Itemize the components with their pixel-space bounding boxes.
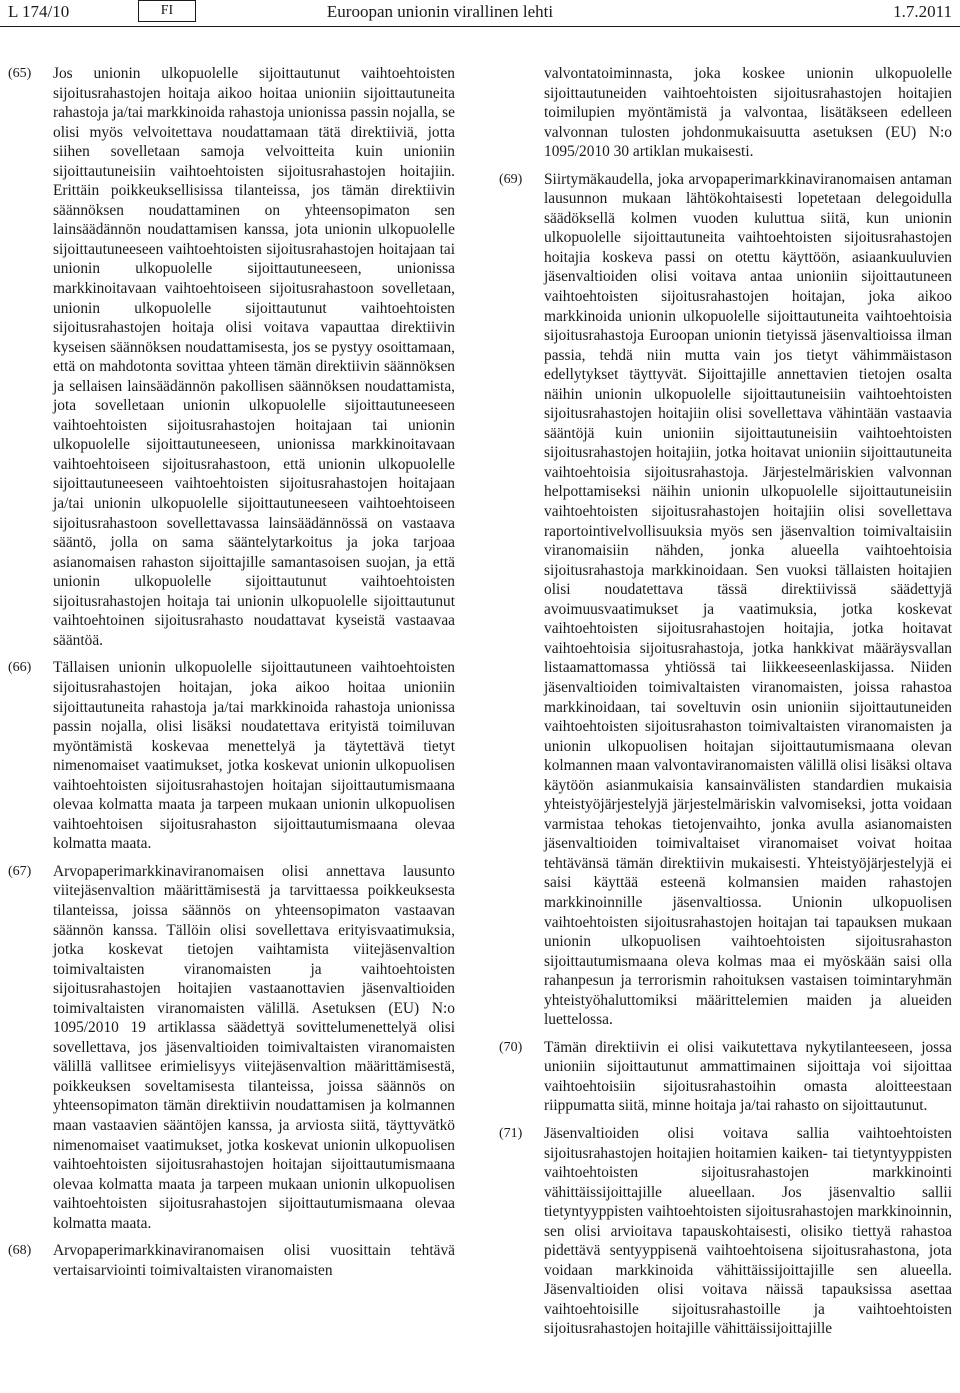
page-reference: L 174/10 xyxy=(8,2,70,21)
recital-70 xyxy=(499,1038,952,1116)
recital-number: (70) xyxy=(499,1039,523,1055)
recital-text: Tällaisen unionin ulkopuolelle sijoittautuneen vaihtoehtoisten sijoitusrahastojen hoitajan, joka aikoo hoitaa unioniin sijoittautuneita rahastoja ja/tai markkinoida rahastoja unionissa passin nojalla, olisi lisäksi noudatettava erityistä toimiluvan myöntämistä koskevaa menettelyä ja täytettävä tietyt nimenomaiset vaatimukset, jotka koskevat unionin ulkopuolisen vaihtoehtoisten sijoitusrahastojen hoitajan sijoittautumismaana olevaa kolmatta maata ja tarpeen mukaan unionin ulkopuolisen vaihtoehtoisen sijoitusrahaston sijoittautumismaana olevaa kolmatta maata. xyxy=(53,659,455,853)
recital-65 xyxy=(8,64,455,650)
publication-date: 1.7.2011 xyxy=(893,2,952,21)
journal-title-wrapper xyxy=(8,1,952,23)
recital-number: (69) xyxy=(499,171,523,187)
recital-text: Tämän direktiivin ei olisi vaikutettava nykytilanteeseen, jossa unioniin sijoittautunut ammattimainen sijoittaja voi sijoittaa vaihtoehtoisiin sijoitusrahastoihin omasta aloitteestaan riippumatta siitä, minne hoitaja ja/tai rahasto on sijoittautunut. xyxy=(544,1038,952,1115)
recital-text: valvontatoiminnasta, joka koskee unionin ulkopuolelle sijoittautuneiden vaihtoehtoisten sijoitusrahastojen hoitajien toimilupien myöntämistä ja valvontaa, lisätäkseen edelleen valvonnan tulosten johdonmukaisuutta asetuksen (EU) N:o 1095/2010 30 artiklan mukaisesti. xyxy=(544,65,952,161)
recital-text: Jos unionin ulkopuolelle sijoittautunut vaihtoehtoisten sijoitusrahastojen hoitaja aikoo hoitaa unioniin sijoittautuneita rahastoja ja/tai markkinoida rahastoja unionissa passin nojalla, se olisi myös velvoitettava noudattamaan tätä direktiiviä, jotta siihen sovelletaan samoja velvoitteita kuin unioniin sijoittautuneisiin vaihtoehtoisten sijoitusrahastojen hoitajiin. Erittäin poikkeuksellisissa tilanteissa, jos tämän direktiivin säännöksen noudattaminen on yhteensopimaton sen lainsäädännön noudattamisen kanssa, jota unionin ulkopuolelle sijoittautuneeseen vaihtoehtoisten sijoitusrahastojen hoitajaan tai unionin ulkopuolelle sijoittautuneeseen, unionissa markkinoitavaan vaihtoehtoiseen sijoitusrahastoon sovelletaan, unionin ulkopuolelle sijoittautunut vaihtoehtoisten sijoitusrahastojen hoitaja olisi voitava vapauttaa direktiivin kyseisen säännöksen noudattamisesta, jos se pystyy osoittamaan, että on mahdotonta sovittaa yhteen tämän direktiivin säännöksen ja sellaisen lainsäädännön pakollisen säännöksen noudattamista, jota sovelletaan unionin ulkopuolelle sijoittautuneeseen vaihtoehtoisten sijoitusrahastojen hoitajaan tai unionin ulkopuolelle sijoittautuneeseen, unionissa markkinoitavaan vaihtoehtoiseen sijoitusrahastoon, että unionin ulkopuolelle sijoittautuneeseen vaihtoehtoisten sijoitusrahastojen hoitajaan ja/tai unionin ulkopuolelle sijoittautuneeseen vaihtoehtoiseen sijoitusrahastoon sovellettavassa lainsäädännössä on vastaava sääntö, jolla on sama sääntelytarkoitus ja joka tarjoaa asianomaisen rahaston sijoittajille samantasoisen suojan, ja että unionin ulkopuolelle sijoittautunut vaihtoehtoisten sijoitusrahastojen hoitaja tai unionin ulkopuolelle sijoittautunut vaihtoehtoinen sijoitusrahasto noudattavat kyseistä vastaavaa sääntöä. xyxy=(53,65,455,649)
recital-number: (68) xyxy=(8,1243,32,1259)
recital-68 xyxy=(8,1241,455,1280)
right-column xyxy=(499,64,952,1347)
recital-71 xyxy=(499,1124,952,1339)
recital-number: (71) xyxy=(499,1125,523,1141)
recital-66 xyxy=(8,658,455,853)
page-header xyxy=(8,0,952,26)
recital-text: Arvopaperimarkkinaviranomaisen olisi annettava lausunto viitejäsenvaltion määrittämisestä ja tarvittaessa poikkeuksesta tilanteissa, joissa säännös on yhteensopimaton vastaavan säännön kanssa. Tällöin olisi sovellettava erityisvaatimuksia, jotka koskevat tietojen vaihtamista viitejäsenvaltion toimivaltaisten viranomaisten ja vaihtoehtoisten sijoitusrahastojen hoitajien vastaanottavien jäsenvaltioiden toimivaltaisten viranomaisten välillä. Asetuksen (EU) N:o 1095/2010 19 artiklassa säädettyä sovittelumenettelyä olisi sovellettava, jos jäsenvaltioiden toimivaltaisten viranomaisten välillä vallitsee erimielisyys viitejäsenvaltion määrittämisestä, poikkeuksen soveltamisesta tilanteissa, joissa säännös on yhteensopimaton tämän direktiivin noudattamisen ja kolmannen maan vastaavien sääntöjen kanssa, ja arviosta siitä, täyttyvätkö nimenomaiset vaatimukset, jotka koskevat unionin ulkopuolisen vaihtoehtoisten sijoitusrahastojen hoitajan sijoittautumismaana olevaa kolmatta maata ja tarpeen mukaan unionin ulkopuolisen vaihtoehtoisten sijoitusrahastojen sijoittautumismaana olevaa kolmatta maata. xyxy=(53,862,455,1232)
left-column xyxy=(8,64,455,1288)
header-divider xyxy=(0,26,960,27)
recital-number: (67) xyxy=(8,863,32,879)
recital-69 xyxy=(499,170,952,1030)
language-code-box: FI xyxy=(138,0,196,22)
recital-number: (66) xyxy=(8,660,32,676)
recital-text: Arvopaperimarkkinaviranomaisen olisi vuosittain tehtävä vertaisarviointi toimivaltaisten viranomaisten xyxy=(53,1242,455,1279)
recital-text: Jäsenvaltioiden olisi voitava sallia vaihtoehtoisten sijoitusrahastojen hoitajien hoitamien kaiken- tai tietyntyyppisten vaihtoehtoisten sijoitusrahastojen markkinointi vähittäissijoittajille alueellaan. Jos jäsenvaltio sallii tietyntyyppisten vaihtoehtoisten sijoitusrahastojen markkinoinnin, sen olisi arvioitava tapauskohtaisesti, olisiko tiettyä rahastoa pidettävä sentyyppisenä vaihtoehtoisena sijoitusrahastona, jota voidaan markkinoida vähittäissijoittajille sen alueella. Jäsenvaltioiden olisi voitava näissä tapauksissa asettaa vaihtoehtoisille sijoitusrahastoille ja vaihtoehtoisten sijoitusrahastojen hoitajille vähittäissijoittajille xyxy=(544,1124,952,1338)
recital-68-continuation xyxy=(499,64,952,162)
recital-67 xyxy=(8,862,455,1233)
journal-title: Euroopan unionin virallinen lehti xyxy=(326,2,554,21)
recital-number: (65) xyxy=(8,66,32,81)
recital-text: Siirtymäkaudella, joka arvopaperimarkkinaviranomaisen antaman lausunnon mukaan lähtökohtaisesti lopetetaan delegoidulla säädöksellä kolmen vuoden kuluttua siitä, kun unionin ulkopuolelle sijoittautuneita vaihtoehtoisten sijoitusrahastojen hoitajia koskeva passi on otettu käyttöön, asiaankuuluvien jäsenvaltioiden olisi voitava antaa unioniin sijoittautuneen vaihtoehtoisten sijoitusrahastojen hoitajan, joka aikoo markkinoida unionin ulkopuolelle sijoittautuneita vaihtoehtoisia sijoitusrahastoja Euroopan unionin tietyissä jäsenvaltioissa ilman passia, tehdä niin mutta vain jos tietyt vähimmäistason edellytykset täyttyvät. Sijoittajille annettavien tietojen osalta näihin unionin ulkopuolelle sijoittautuneisiin vaihtoehtoisten sijoitusrahastojen hoitajiin olisi sovellettava vähintään vastaavia sääntöjä kuin unioniin sijoittautuneisiin vaihtoehtoisten sijoitusrahastojen hoitajiin, jotka hoitavat unioniin sijoittautuneita vaihtoehtoisia sijoitusrahastoja. Järjestelmäriskien valvonnan helpottamiseksi näihin unionin ulkopuolelle sijoittautuneisiin vaihtoehtoisten sijoitusrahastojen hoitajiin olisi sovellettava raportointivelvollisuuksia myös sen jäsenvaltion toimivaltaisiin viranomaisiin nähden, jonka alueella vaihtoehtoisia sijoitusrahastoja markkinoidaan. Sen vuoksi tällaisten hoitajien olisi noudatettava tässä direktiivissä säädettyjä avoimuusvaatimukset ja vaatimuksia, jotka koskevat vaihtoehtoisten sijoitusrahastojen hoitajia, jotka hoitavat vaihtoehtoisia sijoitusrahastoja, jotka hankkivat määräysvallan listaamattomassa yhtiössä tai liikkeeseenlaskijassa. Niiden jäsenvaltioiden toimivaltaisten viranomaisten, joissa rahastoa markkinoidaan, tai soveltuvin osin unioniin sijoittautuneiden vaihtoehtoisten sijoitusrahaston toimivaltaisten viranomaisten ja unionin ulkopuolisen hoitajan sijoittautumismaana olevan kolmannen maan valvontaviranomaisten välillä olisi lisäksi oltava käytöön asianmukaisia kansainvälisten standardien mukaisia yhteistyöjärjestelyjä järjestelmäriskin valvomiseksi, jotta voidaan varmistaa tehokas tietojenvaihto, jonka avulla asianomaisten jäsenvaltioiden toimivaltaiset viranomaiset voivat hoitaa tehtävänsä tämän direktiivin mukaisesti. Yhteistyöjärjestelyjä ei saisi käyttää esteenä kolmansien maiden rahastojen markkinoinnille jäsenvaltiossa. Unionin ulkopuolisen vaihtoehtoisten sijoitusrahastojen hoitajan tai tapauksen mukaan unionin ulkopuolisen vaihtoehtoisten sijoitusrahaston sijoittautumismaana oleva kolmas maa ei myöskään saisi olla rahanpesun ja terrorismin rahoituksen vastaisen toimintaryhmän yhteistyöhaluttomiksi määrittelemien maiden ja alueiden luettelossa. xyxy=(544,170,952,1029)
